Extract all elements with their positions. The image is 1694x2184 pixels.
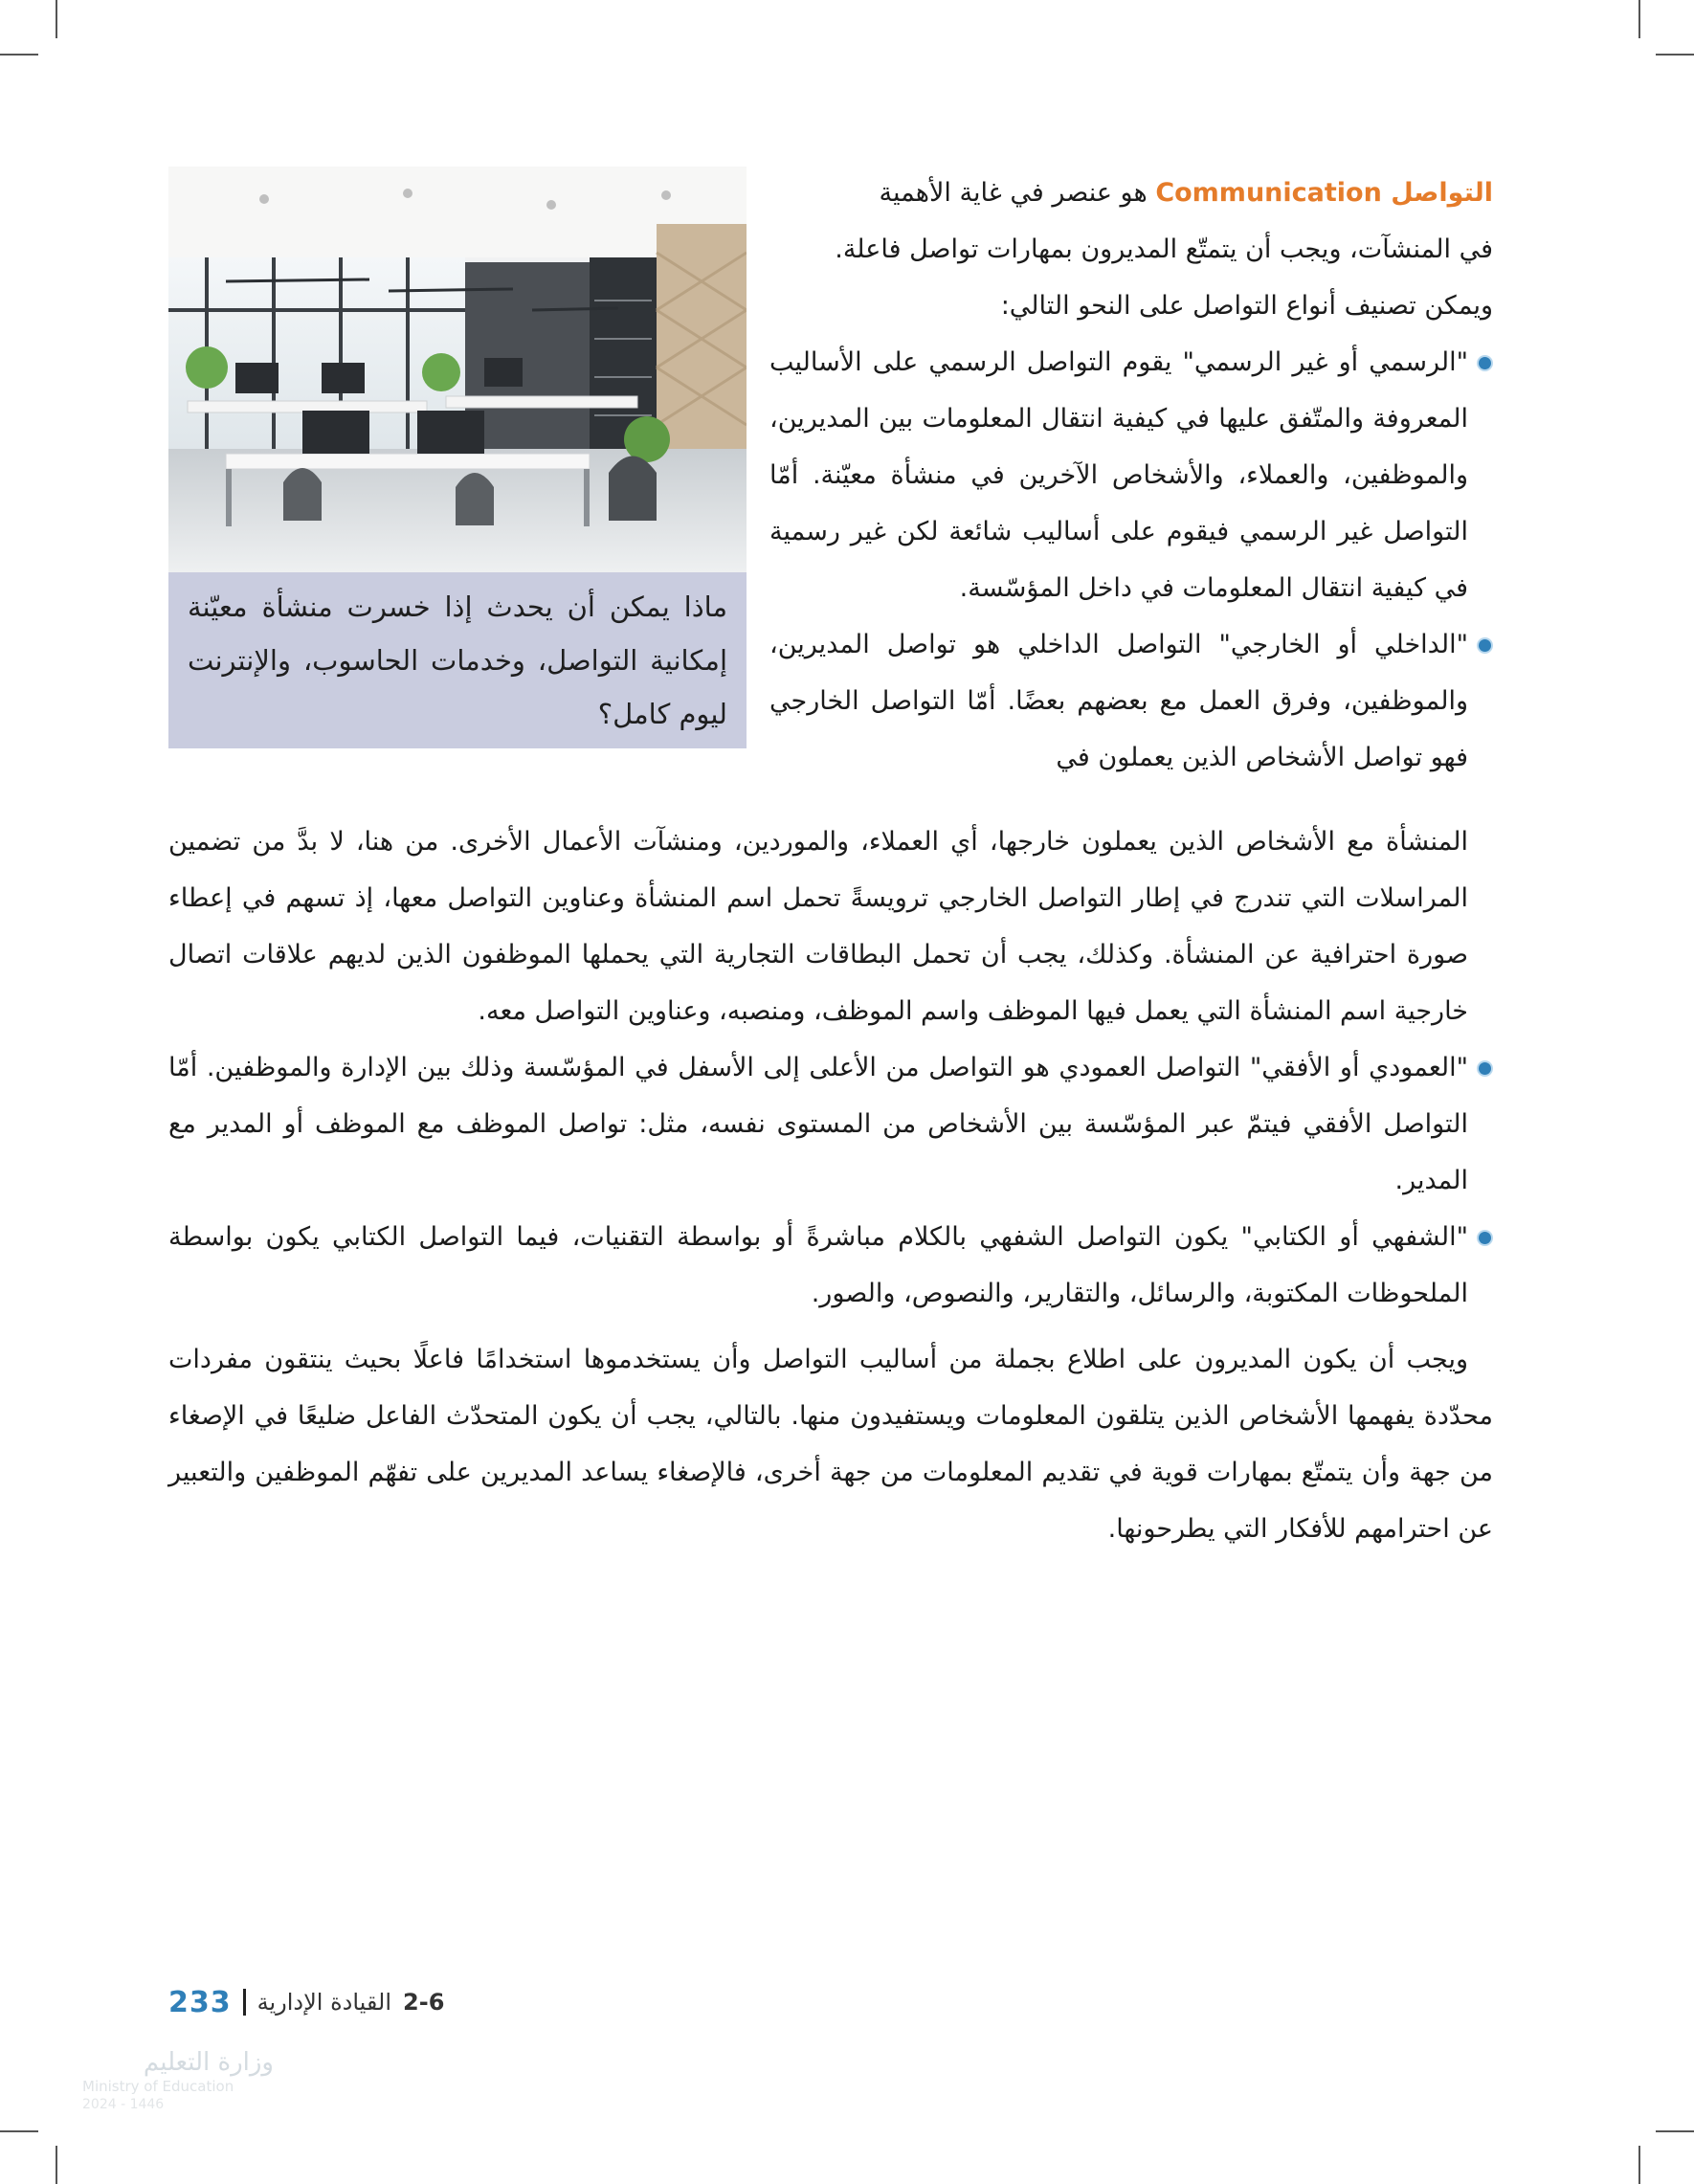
- ministry-name-arabic: وزارة التعليم: [143, 2048, 274, 2077]
- bullet-internal-external-continued: المنشأة مع الأشخاص الذين يعملون خارجها، أي العملاء، والموردين، ومنشآت الأعمال الأخرى. من هنا، لا بدَّ من تضمين المراسلات التي تندرج في إطار التواصل الخارجي ترويسةً تحمل اسم المنشأة وعناوين التواصل معها، إذ تسهم في إعطاء صورة احترافية عن المنشأة. وكذلك، يجب أن تحمل البطاقات التجارية التي يحملها الموظفون الذين لديهم علاقات اتصال خارجية اسم المنشأة التي يعمل فيها الموظف واسم الموظف، ومنصبه، وعناوين التواصل معه.: [168, 827, 1468, 1026]
- ministry-year: 2024 - 1446: [82, 2097, 165, 2112]
- section-title: القيادة الإدارية: [256, 1989, 392, 2016]
- intro-line2: في المنشآت، ويجب أن يتمتّع المديرون بمهارات تواصل فاعلة.: [835, 234, 1493, 264]
- intro-paragraph: [769, 165, 1493, 334]
- question-caption-box: [168, 572, 747, 748]
- narrow-column: [769, 165, 1493, 786]
- crop-mark: [1638, 2146, 1640, 2184]
- ministry-logo: [82, 2048, 274, 2125]
- section-number: 2-6: [403, 1989, 445, 2016]
- crop-mark: [56, 0, 57, 38]
- bullet-oral-written: "الشفهي أو الكتابي" يكون التواصل الشفهي بالكلام مباشرةً أو بواسطة التقنيات، فيما التواصل الكتابي يكون بواسطة الملحوظات المكتوبة، والرسائل، والتقارير، والنصوص، والصور.: [168, 1209, 1493, 1322]
- term-communication: التواصل Communication: [1155, 178, 1493, 208]
- crop-mark: [0, 2130, 38, 2132]
- crop-mark: [56, 2146, 57, 2184]
- bullet-vertical-horizontal: "العمودي أو الأفقي" التواصل العمودي هو التواصل من الأعلى إلى الأسفل في المؤسّسة وذلك بين الإدارة والموظفين. أمّا التواصل الأفقي فيتمّ عبر المؤسّسة بين الأشخاص من المستوى نفسه، مثل: تواصل الموظف مع الموظف أو المدير مع المدير.: [168, 1039, 1493, 1209]
- crop-mark: [1656, 54, 1694, 56]
- closing-paragraph: ويجب أن يكون المديرون على اطلاع بجملة من أساليب التواصل وأن يستخدموها استخدامًا فاعلًا بحيث ينتقون مفردات محدّدة يفهمها الأشخاص الذين يتلقون المعلومات ويستفيدون منها. بالتالي، يجب أن يكون المتحدّث الفاعل ضليعًا في الإصغاء من جهة وأن يتمتّع بمهارات قوية في تقديم المعلومات من جهة أخرى، فالإصغاء يساعد المديرين على تفهّم الموظفين والتعبير عن احترامهم للأفكار التي يطرحونها.: [168, 1345, 1493, 1544]
- footer-separator: [243, 1989, 246, 2016]
- full-column: [168, 813, 1493, 1557]
- ministry-name-english: Ministry of Education: [82, 2078, 234, 2095]
- intro-line3: ويمكن تصنيف أنواع التواصل على النحو التالي:: [1000, 291, 1493, 321]
- office-photo: [168, 167, 747, 572]
- crop-mark: [1656, 2130, 1694, 2132]
- bullet-formal-informal: "الرسمي أو غير الرسمي" يقوم التواصل الرسمي على الأساليب المعروفة والمتّفق عليها في كيفية انتقال المعلومات بين المديرين، والموظفين، والعملاء، والأشخاص الآخرين في منشأة معيّنة. أمّا التواصل غير الرسمي فيقوم على أساليب شائعة لكن غير رسمية في كيفية انتقال المعلومات في داخل المؤسّسة.: [769, 334, 1493, 616]
- question-caption-text: ماذا يمكن أن يحدث إذا خسرت منشأة معيّنة إمكانية التواصل، وخدمات الحاسوب، والإنترنت ليوم كامل؟: [188, 591, 727, 730]
- crop-mark: [1638, 0, 1640, 38]
- page-number: 233: [168, 1985, 232, 2019]
- page-footer: [168, 1983, 444, 2021]
- crop-mark: [0, 54, 38, 56]
- bullet-internal-external-start: "الداخلي أو الخارجي" التواصل الداخلي هو تواصل المديرين، والموظفين، وفرق العمل مع بعضهم بعضًا. أمّا التواصل الخارجي فهو تواصل الأشخاص الذين يعملون في: [769, 616, 1493, 786]
- intro-line1-rest: هو عنصر في غاية الأهمية: [879, 178, 1156, 208]
